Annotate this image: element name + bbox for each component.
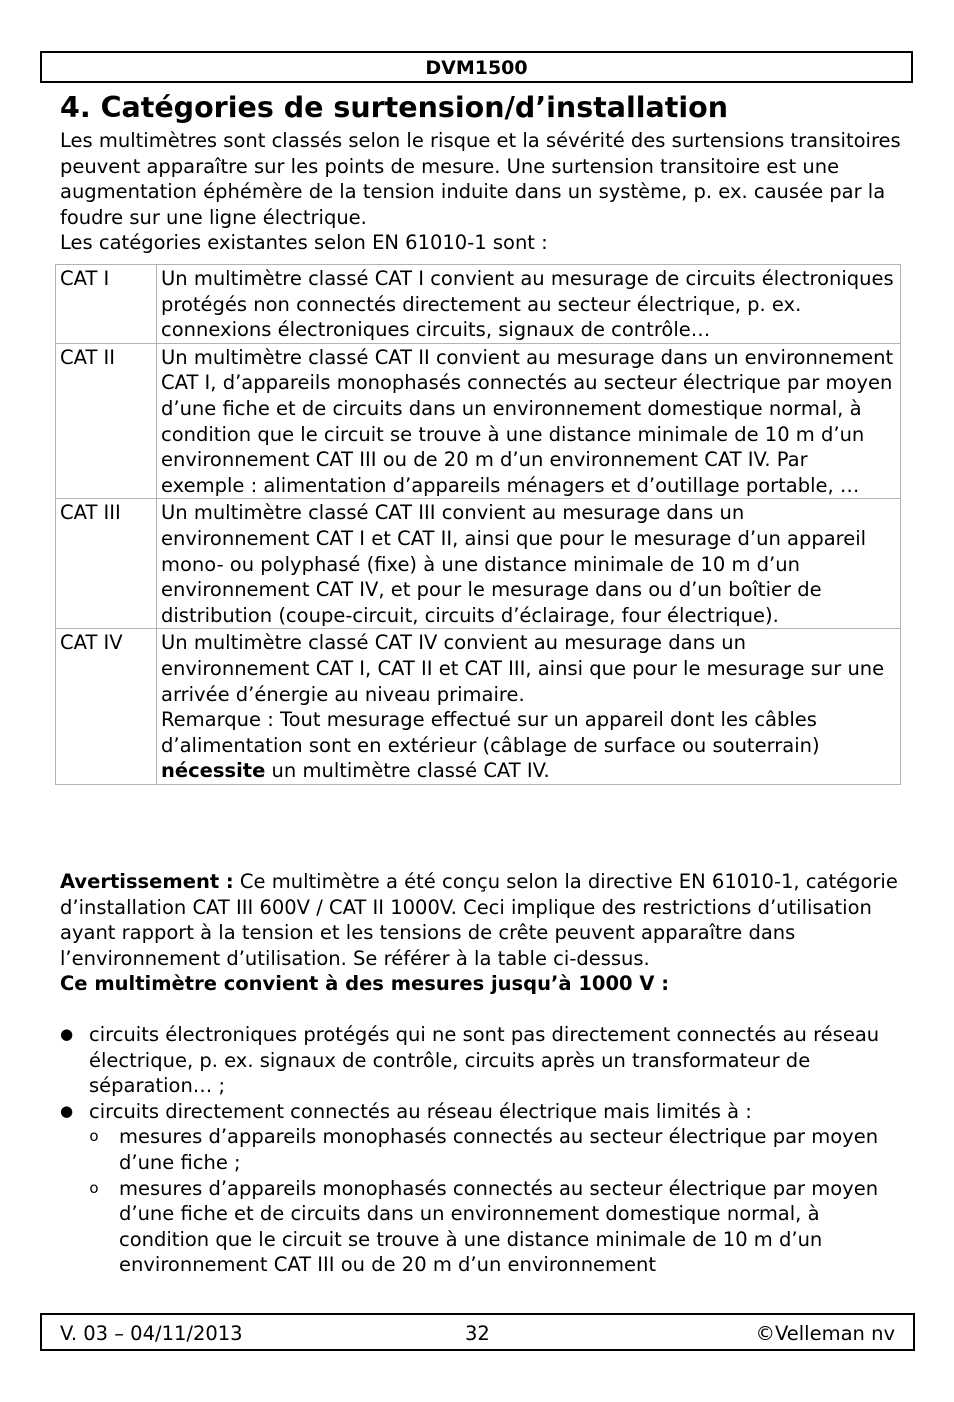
circle-bullet-icon: o [89, 1127, 99, 1146]
suitability-list [60, 1022, 905, 1278]
note-emphasis: nécessite [161, 759, 266, 783]
footer-version: V. 03 – 04/11/2013 [60, 1322, 243, 1345]
list-item-text: circuits électroniques protégés qui ne sont pas directement connectés au réseau électrique, p. ex. signaux de contrôle, circuits après un transformateur de séparation… ; [89, 1023, 880, 1098]
note-prefix: Remarque : Tout mesurage effectué sur un appareil dont les câbles d’alimentation sont en extérieur (câblage de surface ou souterrain) [161, 708, 820, 757]
category-name: CAT III [56, 499, 157, 629]
circle-bullet-icon: o [89, 1178, 99, 1197]
warning-block [60, 869, 905, 997]
sub-list-item-text: mesures d’appareils monophasés connectés au secteur électrique par moyen d’une fiche et de circuits dans un environnement domestique normal, à condition que le circuit se trouve à une distance minimale de 10 m d’un environnement CAT III ou de 20 m d’un environnement [119, 1176, 879, 1277]
category-table [55, 264, 901, 785]
table-row [56, 499, 901, 629]
list-item [60, 1022, 905, 1099]
header-box [40, 51, 913, 83]
suitability-heading: Ce multimètre convient à des mesures jusqu’à 1000 V : [60, 972, 670, 996]
page-number: 32 [465, 1322, 490, 1345]
bullet-icon: ● [60, 1025, 74, 1043]
warning-label: Avertissement : [60, 870, 234, 893]
category-description-cell [157, 629, 901, 785]
warning-paragraph [60, 869, 905, 971]
table-row [56, 629, 901, 785]
table-row [56, 343, 901, 499]
category-name: CAT IV [56, 629, 157, 785]
category-description: Un multimètre classé CAT IV convient au mesurage dans un environnement CAT I, CAT II et CAT III, ainsi que pour le mesurage sur une arrivée d’énergie au niveau primaire. [161, 631, 885, 706]
list-item-text: circuits directement connectés au réseau électrique mais limités à : [89, 1099, 752, 1123]
footer-copyright: ©Velleman nv [755, 1322, 895, 1345]
intro-lead: Les catégories existantes selon EN 61010-1 sont : [60, 231, 548, 255]
category-description: Un multimètre classé CAT II convient au mesurage dans un environnement CAT I, d’appareils monophasés connectés au secteur électrique par moyen d’une fiche et de circuits dans un environnement domestique normal, à condition que le circuit se trouve à une distance minimale de 10 m d’un environnement CAT III ou de 20 m d’un environnement CAT IV. Par exemple : alimentation d’appareils ménagers et d’outillage portable, … [157, 343, 901, 499]
warning-text: Ce multimètre a été conçu selon la directive EN 61010-1, catégorie d’installation CAT III 600V / CAT II 1000V. Ceci implique des restrictions d’utilisation ayant rapport à la tension et les tensions de crête peuvent apparaître dans l’environnement d’utilisation. Se référer à la table ci-dessus. [60, 870, 898, 970]
intro-paragraph: Les multimètres sont classés selon le risque et la sévérité des surtensions transitoires peuvent apparaître sur les points de mesure. Une surtension transitoire est une augmentation éphémère de la tension induite dans un système, p. ex. causée par la foudre sur une ligne électrique. [60, 129, 901, 229]
sub-list-item-text: mesures d’appareils monophasés connectés au secteur électrique par moyen d’une fiche ; [119, 1125, 879, 1174]
category-description: Un multimètre classé CAT I convient au mesurage de circuits électroniques protégés non connectés directement au secteur électrique, p. ex. connexions électroniques circuits, signaux de contrôle… [157, 265, 901, 344]
table-row [56, 265, 901, 344]
section-title: 4. Catégories de surtension/d’installation [60, 91, 729, 124]
list-item [60, 1099, 905, 1125]
intro [60, 128, 905, 256]
category-note [161, 707, 896, 784]
note-suffix: un multimètre classé CAT IV. [265, 759, 550, 783]
category-name: CAT II [56, 343, 157, 499]
sub-list-item [60, 1124, 905, 1175]
sub-list-item [60, 1176, 905, 1278]
category-name: CAT I [56, 265, 157, 344]
model-name: DVM1500 [425, 57, 528, 79]
category-description: Un multimètre classé CAT III convient au mesurage dans un environnement CAT I et CAT II, ainsi que pour le mesurage d’un appareil mono- ou polyphasé (fixe) à une distance minimale de 10 m d’un environnement CAT IV, et pour le mesurage dans ou d’un boîtier de distribution (coupe-circuit, circuits d’éclairage, four électrique). [157, 499, 901, 629]
bullet-icon: ● [60, 1101, 74, 1120]
footer-box [40, 1313, 915, 1351]
